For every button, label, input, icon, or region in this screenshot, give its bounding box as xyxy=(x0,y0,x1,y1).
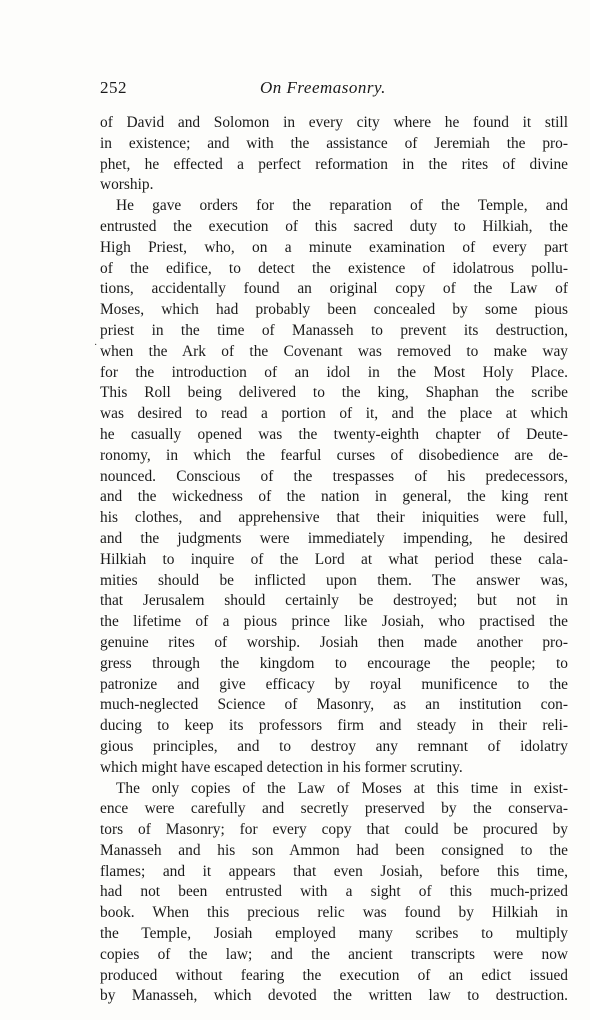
text-line: Manasseh and his son Ammon had been consigned to the xyxy=(100,841,568,859)
text-line: nounced. Conscious of the trespasses of his predecessors, xyxy=(100,467,568,485)
text-line: This Roll being delivered to the king, Shaphan the scribe xyxy=(100,384,568,402)
margin-mark: · xyxy=(94,340,98,351)
text-line: He gave orders for the reparation of the Temple, and xyxy=(116,197,568,215)
text-line: he casually opened was the twenty-eighth chapter of Deute- xyxy=(100,425,568,443)
text-line: produced without fearing the execution of an edict issued xyxy=(100,966,568,984)
text-line: gious principles, and to destroy any remnant of idolatry xyxy=(100,737,568,755)
text-line: genuine rites of worship. Josiah then made another pro- xyxy=(100,633,568,651)
text-line: gress through the kingdom to encourage the people; to xyxy=(100,654,568,672)
text-line: High Priest, who, on a minute examination of every part xyxy=(100,238,568,256)
text-line: of the edifice, to detect the existence of idolatrous pollu- xyxy=(100,259,568,277)
text-line: mities should be inflicted upon them. The answer was, xyxy=(100,571,568,589)
text-line: of David and Solomon in every city where he found it still xyxy=(100,114,568,131)
text-line: copies of the law; and the ancient transcripts were now xyxy=(100,945,568,963)
running-title: On Freemasonry. xyxy=(260,78,386,97)
text-line: entrusted the execution of this sacred duty to Hilkiah, the xyxy=(100,217,568,235)
text-line: for the introduction of an idol in the Most Holy Place. xyxy=(100,363,568,381)
text-line: ence were carefully and secretly preserved by the conserva- xyxy=(100,800,568,818)
text-line: his clothes, and apprehensive that their iniquities were full, xyxy=(100,509,568,527)
text-line: the lifetime of a pious prince like Josiah, who practised the xyxy=(100,613,568,631)
text-line: patronize and give efficacy by royal munificence to the xyxy=(100,675,568,693)
text-line: by Manasseh, which devoted the written law to destruction. xyxy=(100,987,568,1005)
text-line: The only copies of the Law of Moses at this time in exist- xyxy=(116,779,568,797)
text-line: Hilkiah to inquire of the Lord at what period these cala- xyxy=(100,550,568,568)
text-line: in existence; and with the assistance of Jeremiah the pro- xyxy=(100,134,568,152)
text-line: priest in the time of Manasseh to prevent its destruction, xyxy=(100,321,568,339)
text-line: ducing to keep its professors firm and steady in their reli- xyxy=(100,717,568,735)
text-line: which might have escaped detection in his former scrutiny. xyxy=(100,758,463,776)
text-line: tors of Masonry; for every copy that could be procured by xyxy=(100,821,568,839)
text-line: worship. xyxy=(100,176,154,194)
body-text xyxy=(100,113,568,1007)
text-line: that Jerusalem should certainly be destroyed; but not in xyxy=(100,592,568,610)
text-line: when the Ark of the Covenant was removed to make way xyxy=(100,342,568,360)
text-line: phet, he effected a perfect reformation in the rites of divine xyxy=(100,155,568,173)
text-line: flames; and it appears that even Josiah, before this time, xyxy=(100,862,568,880)
text-line: and the wickedness of the nation in general, the king rent xyxy=(100,488,568,506)
text-line: the Temple, Josiah employed many scribes to multiply xyxy=(100,925,568,943)
text-line: was desired to read a portion of it, and the place at which xyxy=(100,405,568,423)
text-line: much-neglected Science of Masonry, as an institution con- xyxy=(100,696,568,714)
text-line: and the judgments were immediately impending, he desired xyxy=(100,529,568,547)
running-head xyxy=(100,78,568,100)
text-line: ronomy, in which the fearful curses of disobedience are de- xyxy=(100,446,568,464)
text-line: tions, accidentally found an original copy of the Law of xyxy=(100,280,568,298)
text-line: book. When this precious relic was found by Hilkiah in xyxy=(100,904,568,922)
page-number: 252 xyxy=(100,78,127,97)
text-line: had not been entrusted with a sight of this much-prized xyxy=(100,883,568,901)
text-line: Moses, which had probably been concealed by some pious xyxy=(100,301,568,319)
